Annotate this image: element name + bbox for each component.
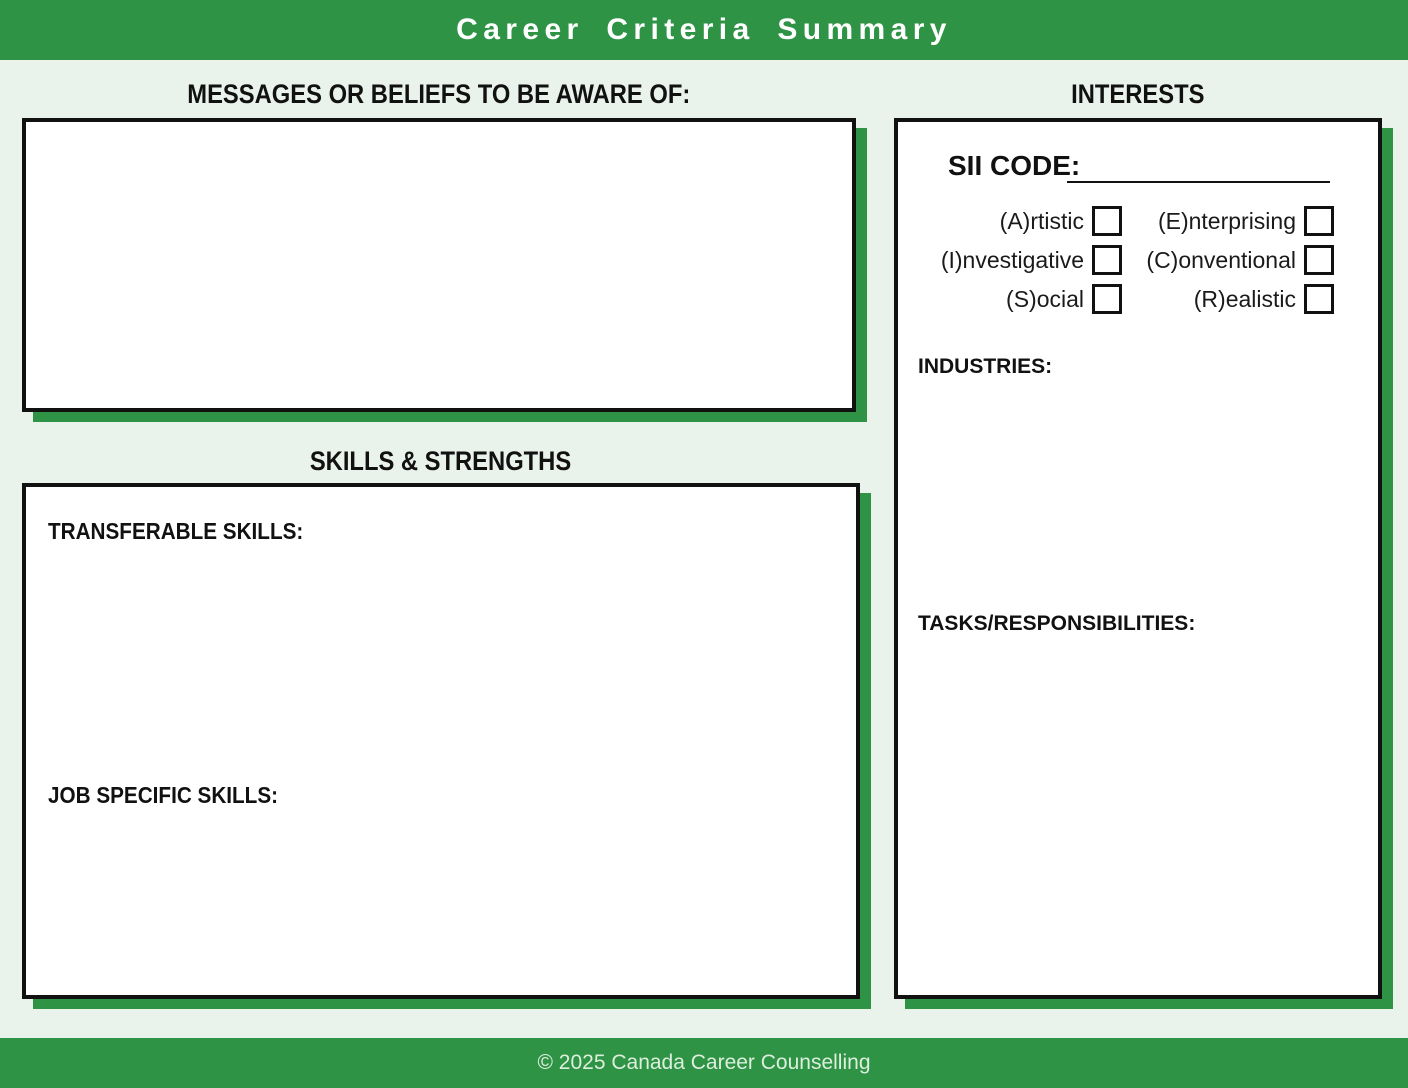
sii-code-input-line[interactable]	[1067, 159, 1330, 183]
industries-input-area[interactable]	[898, 390, 1378, 606]
header-bar	[0, 0, 1408, 60]
messages-heading: MESSAGES OR BELIEFS TO BE AWARE OF:	[187, 79, 691, 109]
investigative-label: (I)nvestigative	[940, 247, 1084, 273]
realistic-label: (R)ealistic	[1193, 286, 1296, 312]
investigative-checkbox[interactable]	[1092, 245, 1122, 275]
job-specific-skills-label: JOB SPECIFIC SKILLS:	[48, 782, 279, 808]
conventional-label: (C)onventional	[1146, 247, 1296, 273]
sii-code-label: SII CODE:	[948, 150, 1081, 181]
interests-box	[894, 118, 1382, 999]
skills-heading: SKILLS & STRENGTHS	[310, 446, 572, 476]
enterprising-checkbox[interactable]	[1304, 206, 1334, 236]
skills-box	[22, 483, 860, 999]
conventional-checkbox[interactable]	[1304, 245, 1334, 275]
transferable-skills-label: TRANSFERABLE SKILLS:	[48, 518, 304, 544]
messages-input-area[interactable]	[26, 122, 852, 408]
riasec-checkbox-grid	[898, 206, 1334, 314]
copyright-text: © 2025 Canada Career Counselling	[537, 1051, 871, 1074]
tasks-responsibilities-label: TASKS/RESPONSIBILITIES:	[918, 612, 1196, 635]
interests-heading: INTERESTS	[1071, 79, 1205, 109]
transferable-skills-input-area[interactable]	[26, 549, 856, 777]
tasks-responsibilities-input-area[interactable]	[898, 647, 1378, 995]
messages-box	[22, 118, 856, 412]
realistic-checkbox[interactable]	[1304, 284, 1334, 314]
industries-label: INDUSTRIES:	[918, 355, 1053, 378]
artistic-label: (A)rtistic	[999, 208, 1084, 234]
social-checkbox[interactable]	[1092, 284, 1122, 314]
job-specific-skills-input-area[interactable]	[26, 815, 856, 995]
social-label: (S)ocial	[1006, 286, 1084, 312]
page-title: Career Criteria Summary	[456, 13, 952, 46]
footer-bar	[0, 1038, 1408, 1088]
artistic-checkbox[interactable]	[1092, 206, 1122, 236]
enterprising-label: (E)nterprising	[1157, 208, 1296, 234]
